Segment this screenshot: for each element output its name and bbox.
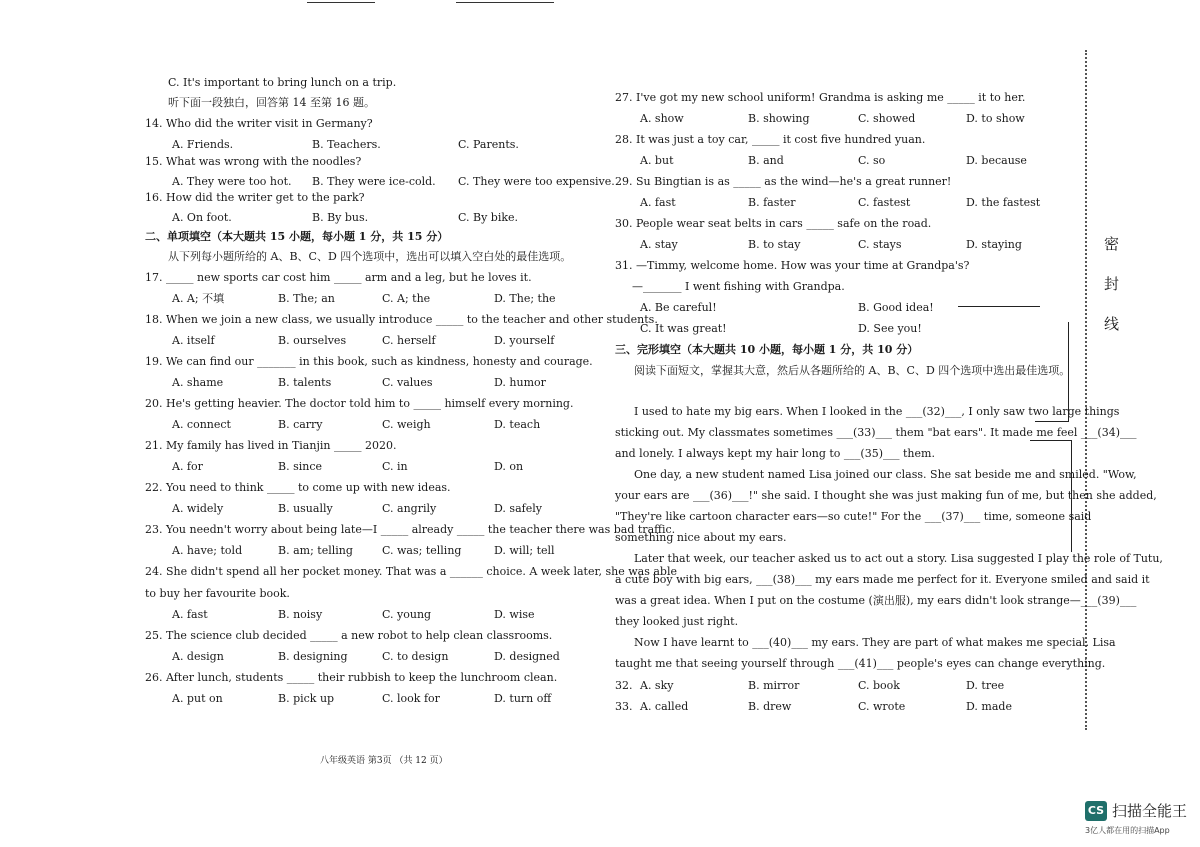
left-options-7: B. By bus. <box>312 211 369 224</box>
left-options-13: A. itself <box>172 334 215 347</box>
right-lines-20: taught me that seeing yourself through ___(41)___ people's eyes can change everything. <box>615 657 1106 670</box>
left-options-22: B. carry <box>278 418 323 431</box>
left-lines-1: 听下面一段独白，回答第 14 至第 16 题。 <box>168 96 375 109</box>
left-lines-6: 从下列每小题所给的 A、B、C、D 四个选项中，选出可以填入空白处的最佳选项。 <box>168 250 572 263</box>
left-options-39: C. young <box>382 608 432 621</box>
left-options-35: C. was; telling <box>382 544 462 557</box>
right-options-11: D. the fastest <box>966 196 1041 209</box>
right-options-28: C. wrote <box>858 700 906 713</box>
left-options-14: B. ourselves <box>278 334 347 347</box>
left-lines-9: 19. We can find our _______ in this book, such as kindness, honesty and courage. <box>145 355 593 368</box>
left-options-8: C. By bike. <box>458 211 519 224</box>
left-options-3: A. They were too hot. <box>172 175 292 188</box>
left-options-4: B. They were ice-cold. <box>312 175 436 188</box>
left-options-29: A. widely <box>172 502 224 515</box>
left-lines-14: 24. She didn't spend all her pocket money. That was a ______ choice. A week later, she was able <box>145 565 677 578</box>
right-lines-8: I used to hate my big ears. When I looked in the ___(32)___, I only saw two large things <box>634 405 1120 418</box>
right-options-6: C. so <box>858 154 886 167</box>
left-options-20: D. humor <box>494 376 546 389</box>
bracket-horizontal-1 <box>1035 421 1069 422</box>
right-options-24: D. tree <box>966 679 1005 692</box>
seal-char-xian: 线 <box>1104 315 1120 333</box>
camscanner-logo-icon: CS <box>1085 801 1107 821</box>
left-lines-5: 二、单项填空（本大题共 15 小题，每小题 1 分，共 15 分） <box>145 230 449 243</box>
top-rule-left <box>307 2 375 3</box>
left-options-15: C. herself <box>382 334 436 347</box>
left-lines-13: 23. You needn't worry about being late—I _____ already _____ the teacher there was bad traffic. <box>145 523 676 536</box>
left-options-18: B. talents <box>278 376 332 389</box>
right-lines-17: was a great idea. When I put on the costume (演出服), my ears didn't look strange—___(39)___ <box>615 594 1137 607</box>
left-options-9: A. A; 不填 <box>172 292 225 305</box>
left-lines-0: C. It's important to bring lunch on a trip. <box>168 76 397 89</box>
right-options-23: C. book <box>858 679 900 692</box>
left-options-40: D. wise <box>494 608 535 621</box>
left-options-21: A. connect <box>172 418 231 431</box>
right-lines-15: Later that week, our teacher asked us to act out a story. Lisa suggested I play the role of Tutu, <box>634 552 1163 565</box>
left-options-17: A. shame <box>172 376 224 389</box>
left-lines-7: 17. _____ new sports car cost him _____ arm and a leg, but he loves it. <box>145 271 532 284</box>
left-options-26: B. since <box>278 460 322 473</box>
left-options-5: C. They were too expensive. <box>458 175 615 188</box>
brand-tagline: 3亿人都在用的扫描App <box>1085 826 1170 835</box>
right-lines-1: 28. It was just a toy car, _____ it cost five hundred yuan. <box>615 133 926 146</box>
left-options-30: B. usually <box>278 502 333 515</box>
right-lines-14: something nice about my ears. <box>615 531 787 544</box>
left-options-25: A. for <box>172 460 203 473</box>
left-options-34: B. am; telling <box>278 544 353 557</box>
left-options-16: D. yourself <box>494 334 555 347</box>
right-options-2: C. showed <box>858 112 916 125</box>
bracket-horizontal-2 <box>1030 440 1072 441</box>
left-options-12: D. The; the <box>494 292 556 305</box>
left-options-1: B. Teachers. <box>312 138 381 151</box>
left-options-48: D. turn off <box>494 692 552 705</box>
right-options-19: D. See you! <box>858 322 922 335</box>
right-lines-6: 三、完形填空（本大题共 10 小题，每小题 1 分，共 10 分） <box>615 343 919 356</box>
left-lines-3: 15. What was wrong with the noodles? <box>145 155 362 168</box>
right-options-12: A. stay <box>640 238 678 251</box>
left-lines-2: 14. Who did the writer visit in Germany? <box>145 117 373 130</box>
seal-char-mi: 密 <box>1104 235 1120 253</box>
right-options-14: C. stays <box>858 238 902 251</box>
right-options-22: B. mirror <box>748 679 800 692</box>
right-options-16: A. Be careful! <box>640 301 717 314</box>
left-options-38: B. noisy <box>278 608 323 621</box>
left-options-32: D. safely <box>494 502 542 515</box>
right-options-10: C. fastest <box>858 196 911 209</box>
right-options-17: B. Good idea! <box>858 301 934 314</box>
right-options-3: D. to show <box>966 112 1025 125</box>
left-options-41: A. design <box>172 650 224 663</box>
left-lines-16: 25. The science club decided _____ a new robot to help clean classrooms. <box>145 629 553 642</box>
page-footer: 八年级英语 第3页 （共 12 页） <box>320 756 448 766</box>
left-options-33: A. have; told <box>172 544 243 557</box>
right-lines-12: your ears are ___(36)___!" she said. I thought she was just making fun of me, but then she added, <box>615 489 1157 502</box>
left-options-28: D. on <box>494 460 524 473</box>
left-lines-8: 18. When we join a new class, we usually introduce _____ to the teacher and other students. <box>145 313 658 326</box>
left-options-6: A. On foot. <box>172 211 232 224</box>
left-lines-10: 20. He's getting heavier. The doctor told him to _____ himself every morning. <box>145 397 574 410</box>
left-options-44: D. designed <box>494 650 560 663</box>
right-lines-2: 29. Su Bingtian is as _____ as the wind—he's a great runner! <box>615 175 952 188</box>
left-options-37: A. fast <box>172 608 208 621</box>
left-lines-4: 16. How did the writer get to the park? <box>145 191 365 204</box>
right-options-5: B. and <box>748 154 784 167</box>
right-lines-0: 27. I've got my new school uniform! Grandma is asking me _____ it to her. <box>615 91 1026 104</box>
left-options-27: C. in <box>382 460 408 473</box>
right-lines-4: 31. —Timmy, welcome home. How was your time at Grandpa's? <box>615 259 970 272</box>
left-options-46: B. pick up <box>278 692 335 705</box>
right-options-29: D. made <box>966 700 1012 713</box>
right-options-8: A. fast <box>640 196 676 209</box>
brand-name: 扫描全能王 <box>1112 802 1188 820</box>
right-lines-7: 阅读下面短文，掌握其大意，然后从各题所给的 A、B、C、D 四个选项中选出最佳选项。 <box>634 364 1071 377</box>
left-lines-11: 21. My family has lived in Tianjin _____ 2020. <box>145 439 397 452</box>
left-options-36: D. will; tell <box>494 544 555 557</box>
left-options-0: A. Friends. <box>172 138 234 151</box>
right-options-26: A. called <box>640 700 689 713</box>
left-options-47: C. look for <box>382 692 440 705</box>
left-options-31: C. angrily <box>382 502 437 515</box>
left-options-24: D. teach <box>494 418 541 431</box>
right-options-21: A. sky <box>640 679 674 692</box>
top-rule-right <box>456 2 554 3</box>
right-lines-5: —_______ I went fishing with Grandpa. <box>632 280 845 293</box>
right-options-20: 32. <box>615 679 633 692</box>
right-lines-10: and lonely. I always kept my hair long to ___(35)___ them. <box>615 447 935 460</box>
left-options-19: C. values <box>382 376 433 389</box>
right-options-1: B. showing <box>748 112 810 125</box>
right-lines-18: they looked just right. <box>615 615 739 628</box>
left-lines-15: to buy her favourite book. <box>145 587 290 600</box>
left-options-43: C. to design <box>382 650 449 663</box>
right-lines-13: "They're like cartoon character ears—so cute!" For the ___(37)___ time, someone said <box>615 510 1092 523</box>
right-lines-19: Now I have learnt to ___(40)___ my ears. They are part of what makes me special. Lisa <box>634 636 1116 649</box>
left-lines-12: 22. You need to think _____ to come up with new ideas. <box>145 481 451 494</box>
right-options-7: D. because <box>966 154 1027 167</box>
left-options-23: C. weigh <box>382 418 431 431</box>
right-options-18: C. It was great! <box>640 322 727 335</box>
seal-dotted-line <box>1085 50 1087 730</box>
left-options-42: B. designing <box>278 650 348 663</box>
left-lines-17: 26. After lunch, students _____ their rubbish to keep the lunchroom clean. <box>145 671 558 684</box>
right-lines-3: 30. People wear seat belts in cars _____ safe on the road. <box>615 217 932 230</box>
right-options-4: A. but <box>640 154 674 167</box>
right-options-0: A. show <box>640 112 684 125</box>
right-options-9: B. faster <box>748 196 796 209</box>
answer-line <box>958 306 1040 307</box>
right-options-25: 33. <box>615 700 633 713</box>
left-options-45: A. put on <box>172 692 223 705</box>
left-options-11: C. A; the <box>382 292 431 305</box>
seal-char-feng: 封 <box>1104 275 1120 293</box>
right-options-13: B. to stay <box>748 238 801 251</box>
left-options-10: B. The; an <box>278 292 335 305</box>
left-options-2: C. Parents. <box>458 138 519 151</box>
right-lines-9: sticking out. My classmates sometimes ___(33)___ them "bat ears". It made me feel ___(34)___ <box>615 426 1137 439</box>
right-lines-11: One day, a new student named Lisa joined our class. She sat beside me and smiled. "Wow, <box>634 468 1137 481</box>
right-options-15: D. staying <box>966 238 1022 251</box>
right-options-27: B. drew <box>748 700 792 713</box>
right-lines-16: a cute boy with big ears, ___(38)___ my ears made me perfect for it. Everyone smiled and said it <box>615 573 1150 586</box>
